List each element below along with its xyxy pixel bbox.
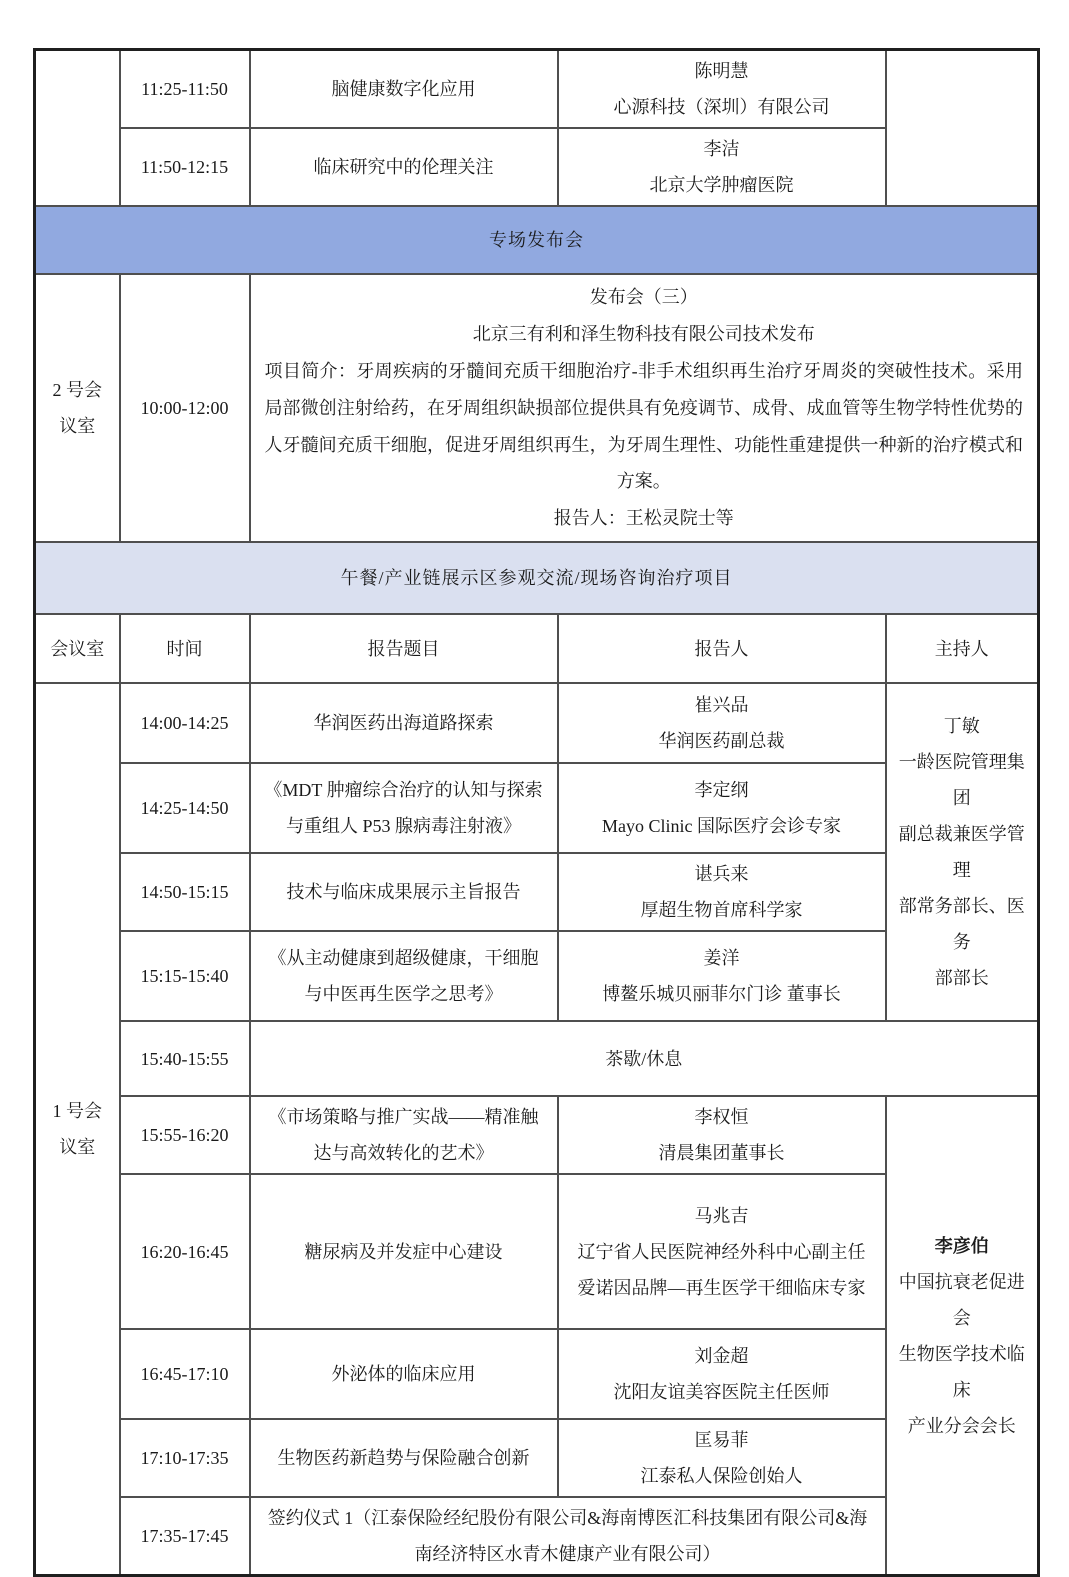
conference-schedule-table bbox=[33, 48, 1040, 1577]
moderator-affiliation-line: 生物医学技术临床 bbox=[898, 1343, 1025, 1400]
speaker-name: 陈明慧 bbox=[694, 61, 749, 81]
talk-title-cell: 糖尿病及并发症中心建设 bbox=[250, 1174, 558, 1329]
moderator-cell bbox=[886, 1096, 1039, 1576]
room-label-line: 议室 bbox=[59, 1137, 96, 1158]
section-banner-special: 专场发布会 bbox=[35, 206, 1039, 274]
table-row bbox=[35, 274, 1039, 542]
column-header-time: 时间 bbox=[120, 614, 250, 683]
room-cell-empty bbox=[35, 50, 120, 207]
time-cell: 14:50-15:15 bbox=[120, 853, 250, 931]
press-conference-intro: 项目简介：牙周疾病的牙髓间充质干细胞治疗-非手术组织再生治疗牙周炎的突破性技术。采用局部微创注射给药，在牙周组织缺损部位提供具有免疫调节、成骨、成血管等生物学特性优势的人牙髓间充质干细胞，促进牙周组织再生，为牙周生理性、功能性重建提供一种新的治疗模式和方案。 bbox=[264, 360, 1023, 492]
column-header-room: 会议室 bbox=[35, 614, 120, 683]
speaker-cell bbox=[558, 683, 886, 763]
talk-title-cell: 临床研究中的伦理关注 bbox=[250, 128, 558, 206]
time-cell: 11:25-11:50 bbox=[120, 50, 250, 129]
room-cell bbox=[35, 683, 120, 1576]
speaker-affiliation: 爱诺因品牌—再生医学干细临床专家 bbox=[577, 1277, 866, 1298]
speaker-name: 崔兴品 bbox=[694, 695, 749, 716]
speaker-cell bbox=[558, 931, 886, 1021]
speaker-affiliation: 博鳌乐城贝丽菲尔门诊 董事长 bbox=[602, 984, 841, 1005]
speaker-affiliation: 北京大学肿瘤医院 bbox=[649, 175, 794, 195]
speaker-affiliation: 厚超生物首席科学家 bbox=[640, 900, 803, 921]
section-banner-lunch: 午餐/产业链展示区参观交流/现场咨询治疗项目 bbox=[35, 542, 1039, 614]
time-cell: 15:15-15:40 bbox=[120, 931, 250, 1021]
room-label-line: 1 号会 bbox=[52, 1101, 102, 1122]
table-row bbox=[35, 1021, 1039, 1096]
speaker-cell bbox=[558, 50, 886, 129]
time-cell: 16:20-16:45 bbox=[120, 1174, 250, 1329]
speaker-cell bbox=[558, 853, 886, 931]
press-conference-company: 北京三有利和泽生物科技有限公司技术发布 bbox=[472, 323, 815, 344]
table-row bbox=[35, 1096, 1039, 1174]
moderator-name: 丁敏 bbox=[943, 716, 980, 737]
speaker-affiliation: Mayo Clinic 国际医疗会诊专家 bbox=[602, 816, 841, 837]
time-cell: 14:25-14:50 bbox=[120, 763, 250, 853]
moderator-cell-empty bbox=[886, 50, 1039, 207]
table-row bbox=[35, 206, 1039, 274]
time-cell: 16:45-17:10 bbox=[120, 1329, 250, 1419]
press-conference-cell bbox=[250, 274, 1039, 542]
speaker-affiliation: 江泰私人保险创始人 bbox=[640, 1466, 803, 1487]
press-conference-presenter: 报告人：王松灵院士等 bbox=[553, 508, 734, 529]
speaker-cell bbox=[558, 1419, 886, 1497]
room-label-line: 2 号会 bbox=[52, 380, 102, 401]
talk-title-cell: 生物医药新趋势与保险融合创新 bbox=[250, 1419, 558, 1497]
time-cell: 15:55-16:20 bbox=[120, 1096, 250, 1174]
talk-title-cell: 《市场策略与推广实战——精准触达与高效转化的艺术》 bbox=[250, 1096, 558, 1174]
speaker-affiliation: 清晨集团董事长 bbox=[658, 1143, 785, 1164]
moderator-affiliation-line: 部常务部长、医务 bbox=[898, 896, 1025, 953]
speaker-name: 马兆吉 bbox=[694, 1205, 749, 1226]
time-cell: 17:35-17:45 bbox=[120, 1497, 250, 1576]
time-cell: 15:40-15:55 bbox=[120, 1021, 250, 1096]
table-row bbox=[35, 542, 1039, 614]
talk-title-cell: 《MDT 肿瘤综合治疗的认知与探索与重组人 P53 腺病毒注射液》 bbox=[250, 763, 558, 853]
moderator-affiliation-line: 一龄医院管理集团 bbox=[898, 752, 1025, 809]
moderator-cell bbox=[886, 683, 1039, 1021]
talk-title-cell: 华润医药出海道路探索 bbox=[250, 683, 558, 763]
moderator-affiliation-line: 副总裁兼医学管理 bbox=[898, 824, 1025, 881]
column-header-title: 报告题目 bbox=[250, 614, 558, 683]
speaker-cell bbox=[558, 1174, 886, 1329]
moderator-affiliation-line: 部部长 bbox=[934, 968, 989, 989]
talk-title-cell: 技术与临床成果展示主旨报告 bbox=[250, 853, 558, 931]
moderator-affiliation-line: 中国抗衰老促进会 bbox=[898, 1271, 1025, 1328]
table-header-row bbox=[35, 614, 1039, 683]
speaker-affiliation: 华润医药副总裁 bbox=[658, 731, 785, 752]
speaker-name: 李洁 bbox=[703, 139, 740, 159]
speaker-name: 匡易菲 bbox=[694, 1430, 749, 1451]
table-row bbox=[35, 50, 1039, 129]
speaker-name: 李权恒 bbox=[694, 1107, 749, 1128]
moderator-affiliation-line: 产业分会会长 bbox=[907, 1415, 1016, 1436]
speaker-affiliation: 沈阳友谊美容医院主任医师 bbox=[613, 1382, 830, 1403]
talk-title-cell: 外泌体的临床应用 bbox=[250, 1329, 558, 1419]
column-header-moderator: 主持人 bbox=[886, 614, 1039, 683]
talk-title-cell: 《从主动健康到超级健康，干细胞与中医再生医学之思考》 bbox=[250, 931, 558, 1021]
speaker-cell bbox=[558, 763, 886, 853]
speaker-name: 李定纲 bbox=[694, 780, 749, 801]
room-label-line: 议室 bbox=[59, 416, 96, 437]
speaker-affiliation: 辽宁省人民医院神经外科中心副主任 bbox=[577, 1241, 866, 1262]
speaker-name: 刘金超 bbox=[694, 1346, 749, 1367]
speaker-cell bbox=[558, 128, 886, 206]
speaker-name: 姜洋 bbox=[703, 948, 740, 969]
speaker-cell bbox=[558, 1096, 886, 1174]
time-cell: 17:10-17:35 bbox=[120, 1419, 250, 1497]
time-cell: 14:00-14:25 bbox=[120, 683, 250, 763]
ceremony-cell: 签约仪式 1（江泰保险经纪股份有限公司&海南博医汇科技集团有限公司&海南经济特区水青木健康产业有限公司） bbox=[250, 1497, 886, 1576]
press-conference-title: 发布会（三） bbox=[589, 287, 698, 307]
room-cell bbox=[35, 274, 120, 542]
break-cell: 茶歇/休息 bbox=[250, 1021, 1039, 1096]
time-cell: 10:00-12:00 bbox=[120, 274, 250, 542]
column-header-speaker: 报告人 bbox=[558, 614, 886, 683]
talk-title-cell: 脑健康数字化应用 bbox=[250, 50, 558, 129]
speaker-affiliation: 心源科技（深圳）有限公司 bbox=[613, 97, 830, 117]
time-cell: 11:50-12:15 bbox=[120, 128, 250, 206]
speaker-name: 谌兵来 bbox=[694, 864, 749, 885]
table-row bbox=[35, 683, 1039, 763]
speaker-cell bbox=[558, 1329, 886, 1419]
moderator-name: 李彦伯 bbox=[934, 1235, 989, 1256]
